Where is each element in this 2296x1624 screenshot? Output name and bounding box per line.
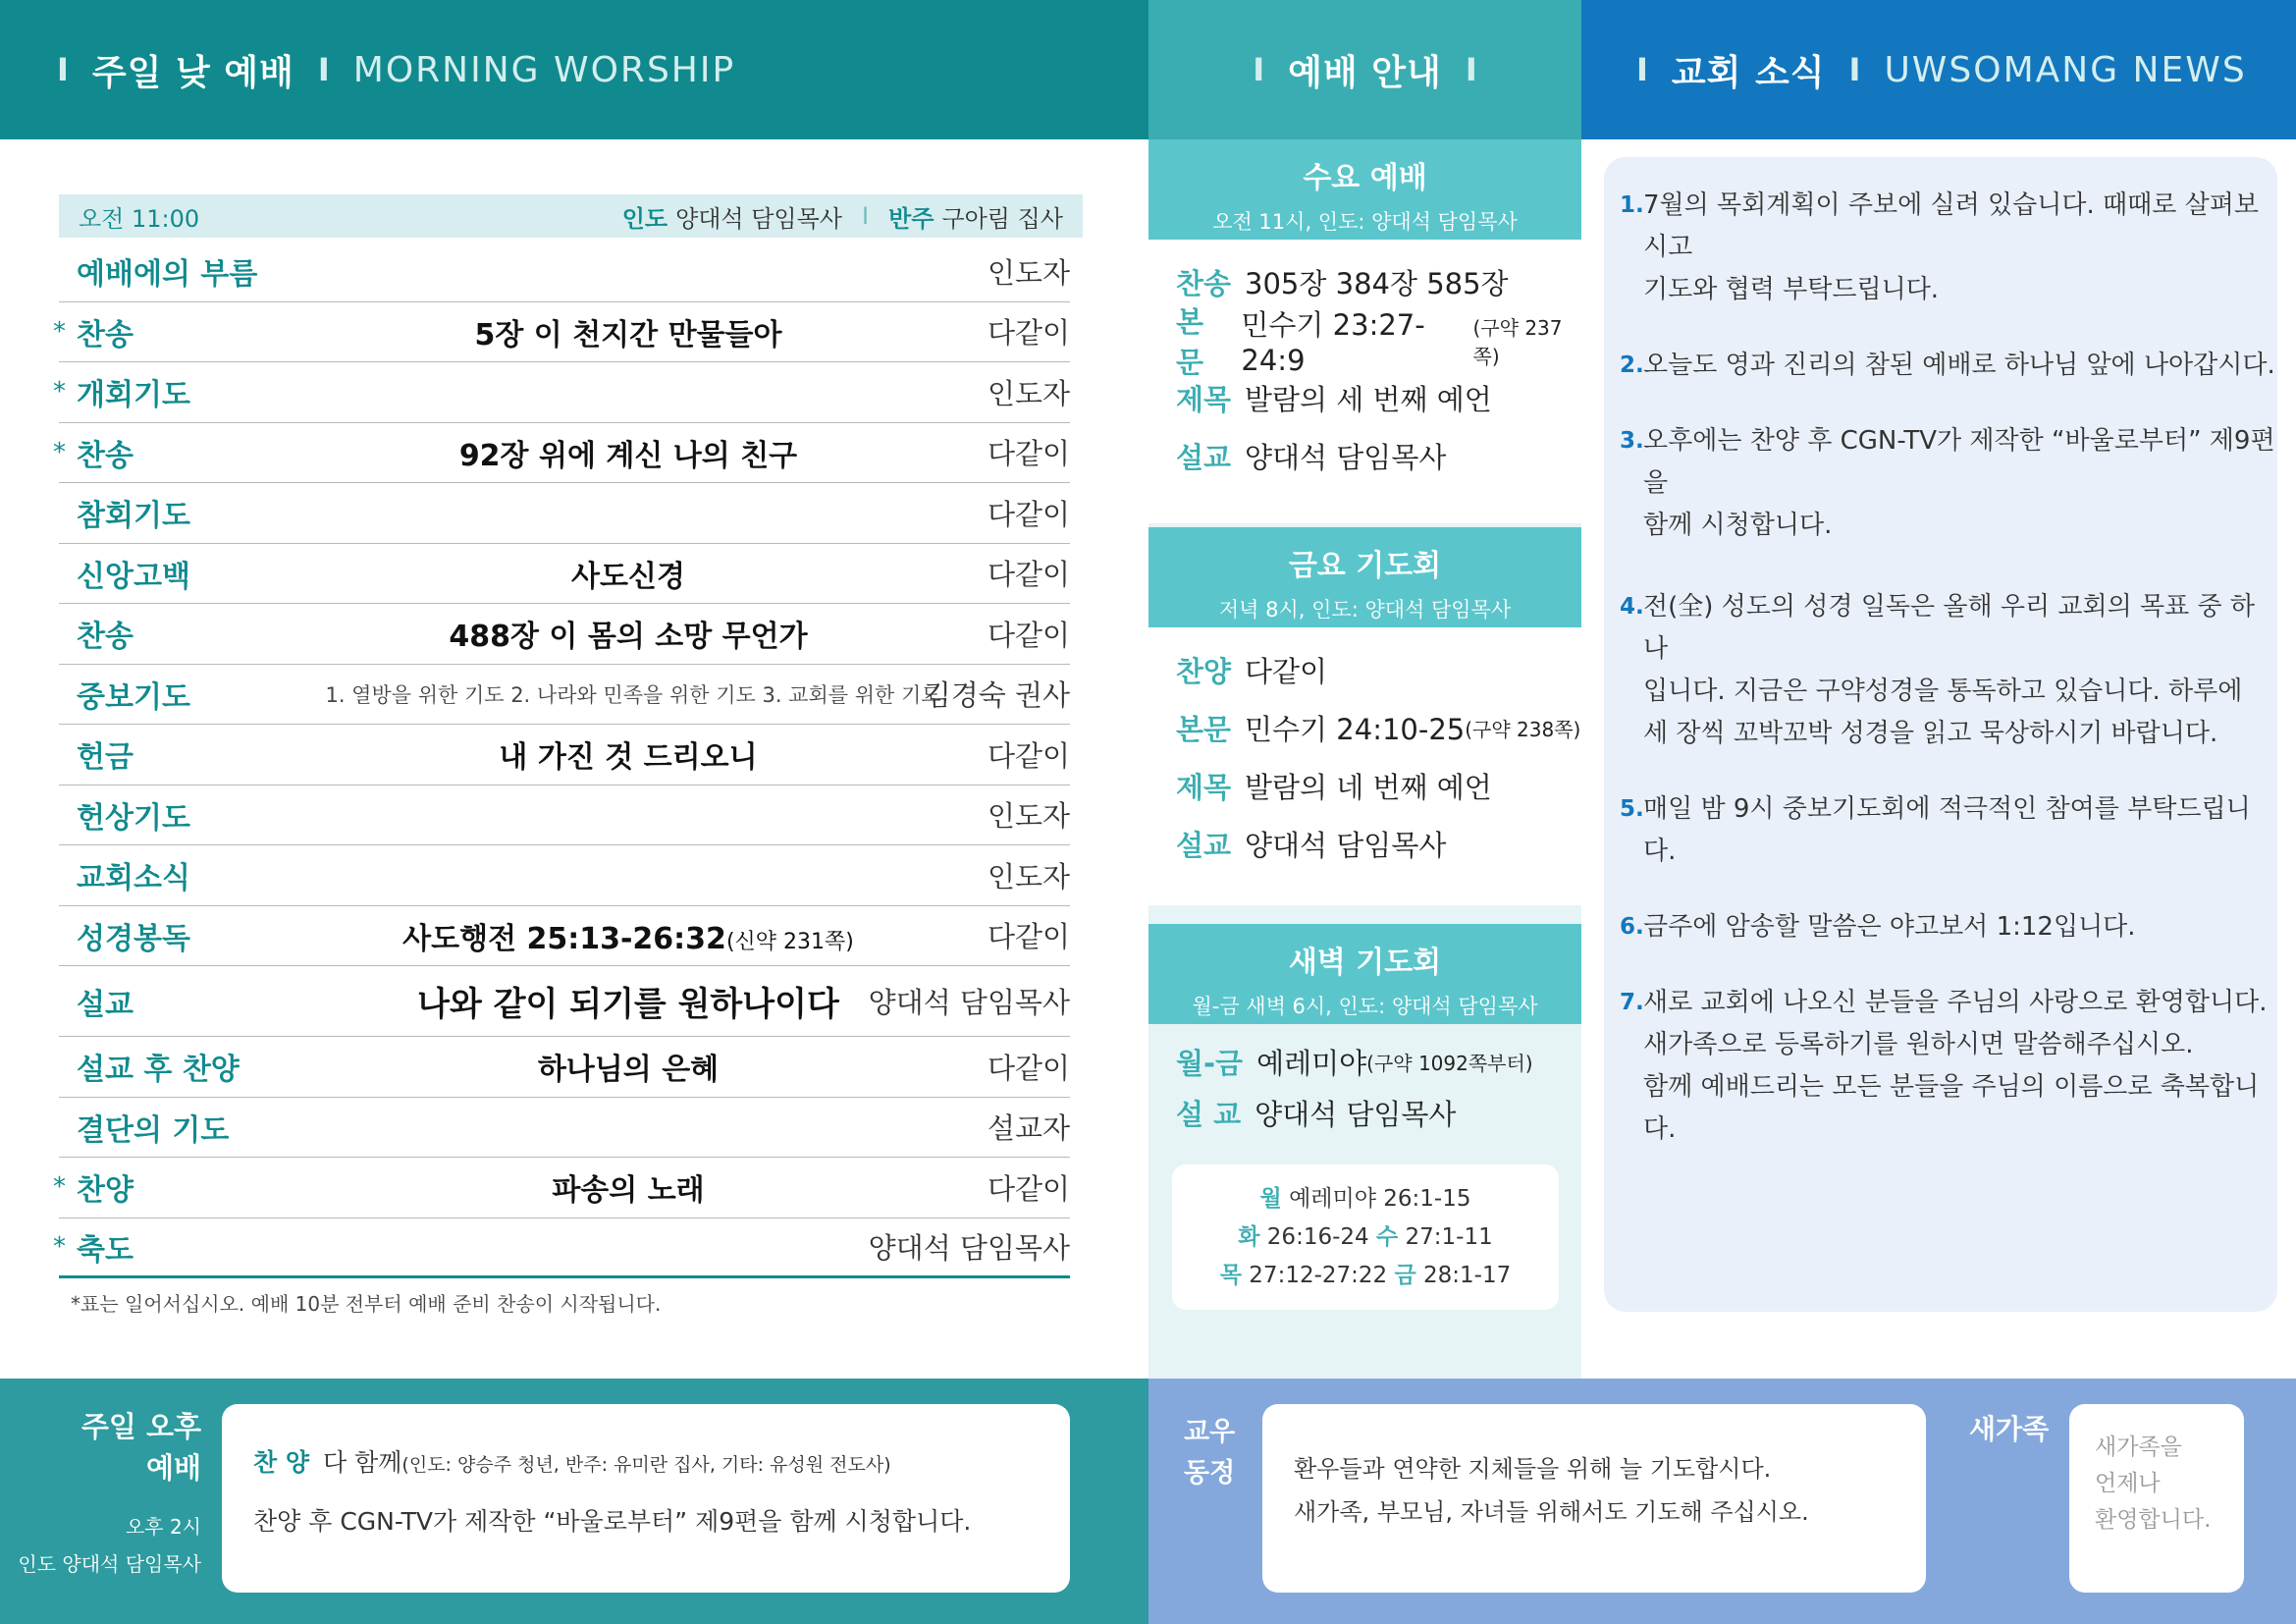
- worship-leader: 다같이: [987, 558, 1070, 592]
- praise-value: 다같이: [1245, 655, 1328, 688]
- standing-marker: *: [53, 1231, 66, 1262]
- schedule-row: [1172, 1257, 1559, 1295]
- divider-bar: I: [57, 51, 69, 88]
- news-item: [1620, 586, 2277, 755]
- preacher-value: 양대석 담임목사: [1245, 441, 1447, 474]
- news-text: 오늘도 영과 진리의 참된 예배로 하나님 앞에 나아갑시다.: [1643, 351, 2275, 380]
- worship-content-text: 사도행전 25:13-26:32: [402, 921, 726, 956]
- news-list: [1620, 185, 2277, 1151]
- dawn-body: [1148, 1024, 1581, 1138]
- news-number: 1.: [1620, 192, 1644, 218]
- worship-content: [373, 977, 883, 1025]
- worship-row: [53, 423, 1070, 484]
- worship-content-text: 내 가진 것 드리오니: [499, 740, 758, 776]
- worship-content: [373, 732, 883, 776]
- worship-row: [53, 1218, 1070, 1279]
- schedule-row: [1172, 1180, 1559, 1218]
- members-box: [1262, 1404, 1926, 1593]
- worship-item: 설교 후 찬양: [77, 1053, 240, 1088]
- worship-item: 헌금: [77, 740, 133, 776]
- worship-content-text: 파송의 노래: [552, 1173, 705, 1209]
- worship-row: [59, 725, 1070, 785]
- preacher-label: 설교: [1176, 829, 1232, 862]
- dawn-book: [1176, 1036, 1581, 1087]
- worship-content-text: 하나님의 은혜: [537, 1053, 720, 1088]
- news-text: 오후에는 찬양 후 CGN-TV가 제작한 “바울로부터” 제9편을 함께 시청합니다.: [1643, 426, 2275, 540]
- worship-content-text: 사도신경: [571, 559, 685, 594]
- worship-leader: 인도자: [987, 799, 1070, 834]
- news-number: 6.: [1620, 914, 1644, 940]
- worship-content-text: 1. 열방을 위한 기도 2. 나라와 민족을 위한 기도 3. 교회를 위한 기도: [325, 682, 941, 707]
- worship-leader: 다같이: [987, 437, 1070, 471]
- wednesday-text: [1176, 304, 1581, 379]
- worship-row: [59, 966, 1070, 1037]
- scripture-ref: (신약 231쪽): [725, 929, 854, 954]
- worship-leader: 다같이: [987, 1051, 1070, 1085]
- worship-row: [59, 785, 1070, 846]
- worship-row: [59, 1098, 1070, 1159]
- praise-label: 찬양: [1176, 655, 1232, 688]
- worship-item: 축도: [77, 1232, 133, 1268]
- accompanist-name: 구아림 집사: [941, 204, 1063, 233]
- worship-item: 참회기도: [77, 499, 190, 534]
- day-label: 수: [1375, 1224, 1399, 1250]
- friday-subject: [1176, 757, 1581, 815]
- wednesday-title: 수요 예배: [1303, 161, 1427, 195]
- worship-item: 헌상기도: [77, 800, 190, 836]
- news-number: 3.: [1620, 428, 1644, 454]
- worship-row: [59, 665, 1070, 726]
- church-news-subtitle: UWSOMANG NEWS: [1884, 49, 2247, 90]
- worship-leader: 김경숙 권사: [923, 678, 1070, 713]
- subject-label: 제목: [1176, 383, 1232, 416]
- afternoon-time: 오후 2시: [125, 1515, 201, 1539]
- members-title-line1: 교우: [1184, 1417, 1236, 1447]
- worship-content: [373, 914, 883, 957]
- hymn-value: 305장 384장 585장: [1245, 267, 1509, 300]
- newcomers-line: 언제나: [2095, 1471, 2161, 1496]
- service-info-bar: [59, 194, 1083, 238]
- afternoon-leader: 인도 양대석 담임목사: [18, 1552, 201, 1576]
- members-line: 새가족, 부모님, 자녀들 위해서도 기도해 주십시오.: [1294, 1498, 1809, 1526]
- text-value: 민수기 23:27-24:9: [1241, 308, 1425, 377]
- worship-item: 개회기도: [77, 378, 190, 413]
- news-number: 4.: [1620, 594, 1644, 620]
- friday-text: [1176, 699, 1581, 757]
- worship-content: [373, 431, 883, 474]
- worship-row: [53, 1158, 1070, 1218]
- news-number: 7.: [1620, 990, 1644, 1015]
- dawn-schedule: [1172, 1164, 1559, 1310]
- book-ref: (구약 1092쪽부터): [1366, 1051, 1533, 1075]
- friday-subtitle: 저녁 8시, 인도: 양대석 담임목사: [1218, 598, 1512, 622]
- preacher-label: 설교: [1176, 441, 1232, 474]
- preacher-value: 양대석 담임목사: [1255, 1097, 1457, 1131]
- text-ref: (구약 238쪽): [1465, 718, 1581, 741]
- worship-content: [373, 552, 883, 595]
- newcomers-line: 새가족을: [2095, 1435, 2182, 1460]
- worship-item: 결단의 기도: [77, 1112, 230, 1148]
- news-text: 금주에 암송할 말씀은 야고보서 1:12입니다.: [1643, 912, 2136, 942]
- afternoon-title-block: [0, 1379, 201, 1624]
- day-reading: 28:1-17: [1423, 1263, 1512, 1288]
- day-label: 금: [1394, 1263, 1416, 1288]
- text-value: 민수기 24:10-25: [1245, 713, 1466, 746]
- text-ref: (구약 237쪽): [1472, 315, 1563, 368]
- worship-content-text: 92장 위에 계신 나의 친구: [458, 438, 798, 473]
- worship-row: [59, 906, 1070, 967]
- divider-bar: I: [1253, 51, 1265, 88]
- news-item: [1620, 788, 2277, 873]
- day-reading: 26:16-24: [1266, 1224, 1369, 1250]
- afternoon-title-line2: 예배: [145, 1451, 201, 1485]
- text-label: 본문: [1176, 304, 1204, 379]
- wednesday-body: [1148, 240, 1581, 523]
- praise-label: 찬 양: [253, 1448, 310, 1477]
- dawn-preacher: [1176, 1087, 1581, 1138]
- preacher-value: 양대석 담임목사: [1245, 829, 1447, 862]
- news-number: 2.: [1620, 352, 1644, 378]
- friday-praise: [1176, 641, 1581, 699]
- divider-bar: I: [317, 51, 330, 88]
- morning-worship-title: 주일 낮 예배: [91, 52, 294, 93]
- news-text: 7월의 목회계획이 주보에 실려 있습니다. 때때로 살펴보시고 기도와 협력 부탁드립니다.: [1643, 190, 2259, 304]
- subject-value: 발람의 세 번째 예언: [1245, 383, 1492, 416]
- worship-content: [373, 612, 883, 655]
- dawn-prayer: [1148, 924, 1581, 1138]
- worship-item: 예배에의 부름: [77, 257, 258, 293]
- worship-content-text: 5장 이 천지간 만물들아: [474, 317, 782, 352]
- afternoon-title-line1: 주일 오후: [80, 1410, 201, 1443]
- worship-content-text: 나와 같이 되기를 원하나이다: [417, 985, 839, 1024]
- day-label: 목: [1219, 1263, 1242, 1288]
- morning-worship-header: [0, 0, 1148, 139]
- worship-leader: 다같이: [987, 920, 1070, 954]
- worship-row: [59, 1037, 1070, 1098]
- schedule-row: [1172, 1218, 1559, 1257]
- divider-bar: I: [1465, 51, 1477, 88]
- divider-bar: I: [1848, 51, 1861, 88]
- lead-label: 인도: [621, 204, 668, 233]
- worship-item: 신앙고백: [77, 559, 190, 594]
- standing-marker: *: [53, 1172, 66, 1203]
- praise-value: 다 함께: [323, 1448, 402, 1477]
- day-reading: 27:1-11: [1405, 1224, 1493, 1250]
- worship-leader: 다같이: [987, 316, 1070, 351]
- days-label: 월-금: [1176, 1046, 1244, 1080]
- wednesday-header: [1148, 139, 1581, 240]
- news-text: 매일 밤 9시 중보기도회에 적극적인 참여를 부탁드립니다.: [1643, 794, 2251, 866]
- friday-title: 금요 기도회: [1288, 549, 1442, 583]
- newcomers-title: 새가족: [1969, 1413, 2050, 1445]
- subject-value: 발람의 네 번째 예언: [1245, 771, 1492, 804]
- standing-marker: *: [53, 437, 66, 467]
- worship-row: [53, 302, 1070, 363]
- subject-label: 제목: [1176, 771, 1232, 804]
- wednesday-subject: [1176, 369, 1581, 427]
- news-text: 새로 교회에 나오신 분들을 주님의 사랑으로 환영합니다. 새가족으로 등록하기를 원하시면 말씀해주십시오. 함께 예배드리는 모든 분들을 주님의 이름으로 축복합니다.: [1643, 988, 2268, 1144]
- service-time: 오전 11:00: [79, 204, 200, 233]
- wednesday-preacher: [1176, 427, 1581, 485]
- standing-marker: *: [53, 316, 66, 347]
- day-label: 화: [1238, 1224, 1260, 1250]
- worship-item: 찬송: [77, 438, 133, 473]
- order-of-worship: [53, 242, 1070, 1278]
- members-line: 환우들과 연약한 지체들을 위해 늘 기도합시다.: [1294, 1455, 1772, 1483]
- worship-item: 교회소식: [77, 861, 190, 896]
- worship-row: [59, 544, 1070, 605]
- dawn-title: 새벽 기도회: [1288, 946, 1442, 980]
- worship-item: 찬송: [77, 620, 133, 655]
- text-label: 본문: [1176, 713, 1232, 746]
- afternoon-meta: [0, 1508, 201, 1583]
- accompanist-label: 반주: [888, 204, 934, 233]
- hymn-label: 찬송: [1176, 267, 1232, 300]
- worship-item: 성경봉독: [77, 921, 190, 956]
- friday-prayer: [1148, 527, 1581, 905]
- afternoon-title: [5, 1406, 201, 1489]
- worship-leader: 양대석 담임목사: [868, 1231, 1070, 1266]
- afternoon-box: [222, 1404, 1070, 1593]
- worship-row: [59, 483, 1070, 544]
- newcomers-box: [2069, 1404, 2244, 1593]
- afternoon-note: 찬양 후 CGN-TV가 제작한 “바울로부터” 제9편을 함께 시청합니다.: [253, 1507, 972, 1536]
- worship-item: 중보기도: [77, 679, 190, 715]
- worship-guide-title: 예배 안내: [1288, 52, 1442, 93]
- worship-item: 찬송: [77, 317, 133, 352]
- friday-header: [1148, 527, 1581, 627]
- news-item: [1620, 420, 2277, 547]
- worship-guide-header: [1148, 0, 1581, 139]
- friday-preacher: [1176, 815, 1581, 873]
- worship-item: 찬양: [77, 1173, 133, 1209]
- worship-leader: 설교자: [987, 1111, 1070, 1146]
- preacher-label: 설 교: [1176, 1097, 1242, 1131]
- worship-leader: 인도자: [987, 376, 1070, 410]
- members-title: [1184, 1412, 1235, 1494]
- worship-item: 설교: [77, 987, 133, 1022]
- day-reading: 예레미야 26:1-15: [1289, 1186, 1471, 1212]
- worship-leader: 다같이: [987, 1171, 1070, 1206]
- book-value: 예레미야: [1256, 1046, 1367, 1080]
- dawn-subtitle: 월-금 새벽 6시, 인도: 양대석 담임목사: [1192, 995, 1538, 1018]
- newcomers-line: 환영합니다.: [2095, 1507, 2212, 1533]
- worship-leader: 다같이: [987, 738, 1070, 773]
- members-title-line2: 동정: [1184, 1458, 1236, 1489]
- worship-row: [59, 242, 1070, 302]
- news-item: [1620, 982, 2277, 1151]
- standing-marker: *: [53, 377, 66, 407]
- afternoon-praise: [253, 1443, 1070, 1479]
- friday-body: [1148, 627, 1581, 905]
- worship-leader: 다같이: [987, 497, 1070, 531]
- news-item: [1620, 906, 2277, 948]
- worship-content: [373, 1165, 883, 1209]
- worship-leader: 양대석 담임목사: [868, 986, 1070, 1019]
- day-reading: 27:12-27:22: [1249, 1263, 1388, 1288]
- worship-leader: 인도자: [987, 255, 1070, 290]
- news-item: [1620, 185, 2277, 311]
- worship-row: [53, 362, 1070, 423]
- church-news-title: 교회 소식: [1671, 52, 1826, 93]
- wednesday-service: [1148, 139, 1581, 523]
- church-news-header: [1581, 0, 2296, 139]
- worship-content-text: 488장 이 몸의 소망 무언가: [449, 620, 808, 655]
- morning-worship-subtitle: MORNING WORSHIP: [352, 49, 736, 90]
- footnote: *표는 일어서십시오. 예배 10분 전부터 예배 준비 찬송이 시작됩니다.: [71, 1292, 662, 1316]
- wednesday-subtitle: 오전 11시, 인도: 양대석 담임목사: [1212, 210, 1518, 234]
- worship-content: [373, 310, 883, 353]
- dawn-header: [1148, 924, 1581, 1024]
- news-number: 5.: [1620, 796, 1644, 822]
- worship-content: [275, 679, 991, 709]
- worship-row: [59, 845, 1070, 906]
- worship-row: [59, 604, 1070, 665]
- divider-bar: I: [1636, 51, 1648, 88]
- day-label: 월: [1259, 1186, 1282, 1212]
- praise-detail: (인도: 양승주 청년, 반주: 유미란 집사, 기타: 유성원 전도사): [401, 1454, 891, 1476]
- worship-content: [373, 1045, 883, 1088]
- lead-name: 양대석 담임목사: [675, 204, 842, 233]
- worship-leader: 다같이: [987, 618, 1070, 652]
- news-item: [1620, 345, 2277, 387]
- worship-leader: 인도자: [987, 859, 1070, 893]
- divider-bar: I: [861, 202, 870, 230]
- news-text: 전(全) 성도의 성경 일독은 올해 우리 교회의 목표 중 하나 입니다. 지금은 구약성경을 통독하고 있습니다. 하루에 세 장씩 꼬박꼬박 성경을 읽고 묵상하시기 바랍니다.: [1643, 592, 2255, 748]
